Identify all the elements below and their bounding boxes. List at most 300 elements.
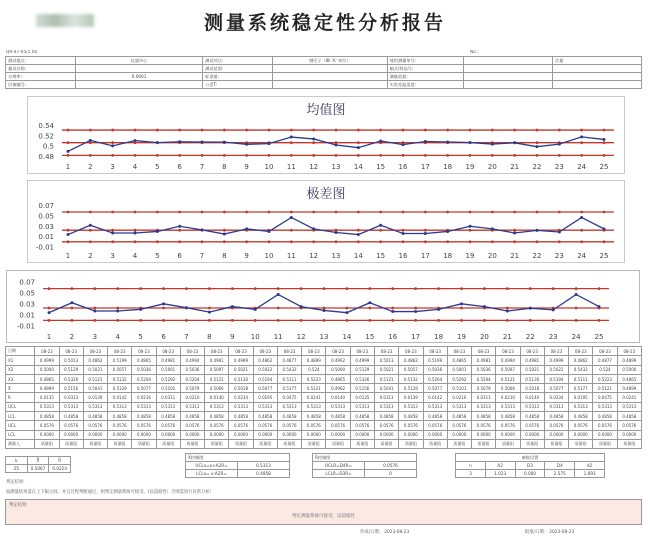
table-cell: 0.0576 [326, 421, 350, 430]
table-cell: 0.5313 [277, 402, 301, 411]
data-point [139, 308, 142, 311]
x-tick-label: 18 [443, 163, 453, 171]
range-lcl-value: 0 [365, 470, 417, 478]
x-tick-label: 2 [69, 333, 75, 341]
info-cell: 测量依据: [387, 73, 463, 81]
table-cell: 0.5036 [472, 365, 496, 374]
table-cell: 0.4858 [229, 412, 253, 421]
upper-control-line-marker [223, 211, 226, 214]
table-cell: 0.5036 [132, 365, 156, 374]
xbar-lcl-value: 0.4858 [238, 470, 290, 478]
lower-control-line-marker [491, 240, 494, 243]
table-cell: 0.4865 [132, 356, 156, 365]
data-point [536, 145, 539, 148]
table-row [6, 421, 642, 430]
info-cell [552, 65, 641, 73]
data-point [424, 232, 427, 235]
lower-control-line-marker [558, 154, 561, 157]
x-tick-label: 23 [554, 252, 564, 260]
xdbar-header: X̿ [27, 457, 49, 465]
center-line-marker [391, 307, 394, 310]
lower-control-line-marker [201, 154, 204, 157]
upper-control-line-marker [162, 287, 165, 290]
x-tick-label: 4 [132, 163, 138, 171]
table-cell: 08-23 [569, 347, 593, 356]
table-cell: 0.4999 [544, 356, 568, 365]
lower-control-line-marker [223, 240, 226, 243]
table-cell: 0.0216 [447, 393, 471, 402]
xbar-chart [27, 96, 625, 174]
x-tick-label: 3 [110, 252, 115, 260]
x-tick-label: 23 [548, 333, 558, 341]
x-tick-label: 1 [46, 333, 52, 341]
table-cell: 质量组 [350, 439, 374, 448]
table-cell: 0.0311 [156, 393, 180, 402]
result-text: 判定测量系统可接受，以超稳性 [292, 514, 355, 519]
table-cell: 0.5313 [496, 402, 520, 411]
data-point [491, 227, 494, 230]
lower-control-line-marker [603, 240, 606, 243]
parameter-header: n [456, 462, 486, 470]
lower-control-line-marker [491, 154, 494, 157]
table-cell: 0.0000 [472, 430, 496, 439]
table-cell: 0.5313 [59, 402, 83, 411]
table-cell: 0.5021 [374, 365, 398, 374]
table-cell: 0.524 [593, 365, 617, 374]
table-cell: 0.4858 [544, 412, 568, 421]
data-point [379, 140, 382, 143]
table-cell: 0.5000 [35, 365, 59, 374]
table-cell: 0.5313 [569, 402, 593, 411]
upper-control-line-marker [231, 287, 234, 290]
xbar-limits-table [185, 453, 290, 478]
data-point [437, 308, 440, 311]
center-line-marker [536, 141, 539, 144]
table-cell: 0.4858 [35, 412, 59, 421]
table-cell: 0.0576 [35, 421, 59, 430]
table-row [6, 374, 642, 383]
upper-control-line-marker [346, 287, 349, 290]
data-point [245, 227, 248, 230]
row-label: UCL [6, 402, 35, 411]
upper-control-line-marker [402, 211, 405, 214]
row-label: X3 [6, 374, 35, 383]
table-cell: 0.0576 [205, 421, 229, 430]
data-point [67, 150, 70, 153]
lower-control-line-marker [139, 319, 142, 322]
parameter-table [455, 453, 605, 478]
table-cell: 0.5313 [302, 402, 326, 411]
data-point [178, 225, 181, 228]
lower-control-line-marker [580, 240, 583, 243]
table-cell: 0.0140 [520, 393, 544, 402]
table-cell: 质量组 [229, 439, 253, 448]
x-tick-label: 5 [155, 252, 160, 260]
table-cell: 0.0576 [132, 421, 156, 430]
data-point [402, 232, 405, 235]
table-cell: 0.5066 [496, 384, 520, 393]
x-tick-label: 1 [65, 163, 71, 171]
data-point [201, 141, 204, 144]
center-line-marker [48, 307, 51, 310]
table-cell: 0.4981 [156, 356, 180, 365]
x-tick-label: 12 [296, 333, 306, 341]
data-point [254, 308, 257, 311]
table-cell: 0.0000 [277, 430, 301, 439]
info-cell: 使用测量单号: [387, 57, 463, 65]
x-tick-label: 20 [479, 333, 489, 341]
table-cell: 0.0576 [544, 421, 568, 430]
table-cell: 0.0576 [180, 421, 204, 430]
x-tick-label: 4 [115, 333, 120, 341]
x-tick-label: 9 [230, 333, 235, 341]
table-cell: 08-23 [374, 347, 398, 356]
table-cell: 0.5313 [205, 402, 229, 411]
info-cell: 制式/样品号: [387, 65, 463, 73]
y-tick-label: 0.03 [38, 222, 54, 231]
table-cell: 0.4858 [180, 412, 204, 421]
x-tick-label: 3 [92, 333, 98, 341]
x-tick-label: 16 [388, 333, 398, 341]
lower-control-line-marker [558, 240, 561, 243]
lower-control-line-marker [402, 154, 405, 157]
table-cell: 0.5000 [617, 365, 641, 374]
upper-control-line-marker [357, 211, 360, 214]
info-cell [75, 65, 202, 73]
x-tick-label: 2 [88, 252, 93, 260]
table-cell: 08-23 [83, 347, 107, 356]
table-cell: 0.5156 [350, 384, 374, 393]
upper-control-line-marker [268, 211, 271, 214]
table-cell: 质量组 [569, 439, 593, 448]
table-cell: 0.5041 [374, 384, 398, 393]
data-point [357, 146, 360, 149]
table-cell: 08-23 [350, 347, 374, 356]
x-tick-label: 25 [599, 252, 609, 260]
center-line-marker [580, 141, 583, 144]
center-line-marker [208, 307, 211, 310]
table-cell: 质量组 [593, 439, 617, 448]
table-cell: 0.5313 [617, 402, 641, 411]
data-point [268, 142, 271, 145]
x-tick-label: 22 [532, 252, 542, 260]
table-cell: 0.4858 [59, 412, 83, 421]
table-cell: 0.5313 [229, 402, 253, 411]
center-line-marker [414, 307, 417, 310]
table-cell: 0.5001 [447, 365, 471, 374]
x-tick-label: 1 [65, 252, 71, 260]
data-point [323, 309, 326, 312]
x-tick-label: 15 [376, 252, 386, 260]
info-cell [552, 73, 641, 81]
table-cell: 0.4858 [569, 412, 593, 421]
x-tick-label: 13 [331, 163, 341, 171]
row-label: R [6, 393, 35, 402]
upper-control-line-marker [178, 129, 181, 132]
x-tick-label: 24 [577, 252, 587, 260]
table-cell: 0.5313 [447, 402, 471, 411]
table-cell: 0.0195 [569, 393, 593, 402]
table-cell: 0.4858 [302, 412, 326, 421]
center-line-marker [111, 141, 114, 144]
upper-control-line-marker [469, 129, 472, 132]
table-cell: 0.4865 [35, 374, 59, 383]
upper-control-line-marker [156, 211, 159, 214]
data-point [506, 310, 509, 313]
data-point [134, 139, 137, 142]
lower-control-line-marker [469, 154, 472, 157]
lower-control-line-marker [67, 154, 70, 157]
table-cell: 0.0000 [59, 430, 83, 439]
table-cell: 0.0576 [253, 421, 277, 430]
table-cell: 08-23 [617, 347, 641, 356]
table-cell: 0.5313 [520, 402, 544, 411]
table-cell: 质量组 [156, 439, 180, 448]
data-point [603, 138, 606, 141]
approver-signature: 批准/日期： 2023-08-23 [525, 530, 575, 535]
table-cell: 0.5130 [229, 374, 253, 383]
range-limits-table [312, 453, 417, 478]
lower-control-line-marker [71, 319, 74, 322]
number-label: No.: [470, 50, 479, 55]
table-cell: 0.5313 [423, 402, 447, 411]
table-cell: 0.5101 [447, 384, 471, 393]
table-cell: 0.0000 [423, 430, 447, 439]
table-cell: 0.5313 [132, 402, 156, 411]
upper-control-line-marker [312, 211, 315, 214]
upper-control-line-marker [277, 287, 280, 290]
table-cell: 0.5313 [374, 402, 398, 411]
table-cell: 0.4899 [617, 356, 641, 365]
x-tick-label: 7 [199, 252, 205, 260]
data-point [93, 310, 96, 313]
upper-control-line-marker [368, 287, 371, 290]
table-cell: 0.5194 [253, 374, 277, 383]
lower-control-line-marker [598, 319, 601, 322]
data-point [575, 293, 578, 296]
table-cell: 0.4858 [326, 412, 350, 421]
data-point [513, 141, 516, 144]
data-point [67, 233, 70, 236]
table-cell: 0.5156 [59, 384, 83, 393]
upper-control-line-marker [437, 287, 440, 290]
table-cell: 0.4858 [108, 412, 132, 421]
table-cell: 0.0000 [83, 430, 107, 439]
upper-control-line-marker [558, 211, 561, 214]
upper-control-line-marker [603, 211, 606, 214]
center-line-marker [603, 141, 606, 144]
table-cell: 0.4899 [302, 356, 326, 365]
table-cell: 质量组 [520, 439, 544, 448]
table-cell: 0.4858 [277, 412, 301, 421]
table-cell: 0.0576 [374, 421, 398, 430]
table-cell: 0.4865 [447, 356, 471, 365]
table-cell: 0.0576 [277, 421, 301, 430]
range-lcl-label: LCLR=D3R= [313, 470, 365, 478]
upper-control-line-marker [414, 287, 417, 290]
upper-control-line-marker [139, 287, 142, 290]
table-cell: 0.0000 [447, 430, 471, 439]
upper-control-line-marker [111, 129, 114, 132]
data-point [368, 301, 371, 304]
table-cell: 0.0000 [374, 430, 398, 439]
lower-control-line-marker [156, 154, 159, 157]
info-cell [463, 73, 552, 81]
info-cell: 量具名称: [6, 65, 76, 73]
lower-control-line-marker [513, 240, 516, 243]
upper-control-line-marker [575, 287, 578, 290]
info-cell [75, 81, 202, 89]
info-row [6, 65, 642, 73]
lower-control-line-marker [506, 319, 509, 322]
data-point [558, 230, 561, 233]
table-cell: 0.4862 [569, 356, 593, 365]
table-row [6, 439, 642, 448]
lower-control-line-marker [368, 319, 371, 322]
lower-control-line-marker [424, 240, 427, 243]
center-line-marker [379, 229, 382, 232]
table-cell: 0.5022 [253, 365, 277, 374]
lower-control-line-marker [134, 154, 137, 157]
info-cell: 实验室温湿度: [387, 81, 463, 89]
data-point [70, 301, 73, 304]
upper-control-line-marker [446, 211, 449, 214]
table-cell: 0.0000 [569, 430, 593, 439]
table-cell: 0.4858 [593, 412, 617, 421]
xbar-chart-title: 均值图 [306, 103, 346, 118]
x-tick-label: 18 [434, 333, 444, 341]
table-cell: 0.5223 [593, 374, 617, 383]
table-cell: 0.5223 [302, 374, 326, 383]
info-cell [463, 81, 552, 89]
table-cell: 0.5121 [302, 384, 326, 393]
data-point [111, 232, 114, 235]
data-point [245, 143, 248, 146]
table-cell: 08-23 [253, 347, 277, 356]
x-tick-label: 9 [244, 163, 249, 171]
table-cell: 0.0000 [593, 430, 617, 439]
data-point [185, 306, 188, 309]
lower-control-line-marker [379, 154, 382, 157]
parameter-value: 2.575 [545, 470, 575, 478]
upper-control-line-marker [254, 287, 257, 290]
y-tick-label: 0.07 [19, 278, 35, 287]
center-line-marker [116, 307, 119, 310]
table-cell: 0.0195 [253, 393, 277, 402]
table-cell: 0.4999 [350, 356, 374, 365]
table-cell: 0.5021 [83, 365, 107, 374]
upper-control-line-marker [323, 287, 326, 290]
table-cell: 0.0576 [496, 421, 520, 430]
table-cell: 0.5292 [447, 374, 471, 383]
center-line-marker [513, 229, 516, 232]
lower-control-line-marker [357, 240, 360, 243]
table-cell: 0.5313 [399, 402, 423, 411]
upper-control-line-marker [67, 129, 70, 132]
upper-control-line-marker [335, 129, 338, 132]
table-cell: 0.5313 [253, 402, 277, 411]
table-cell: 0.5313 [472, 402, 496, 411]
rbar-header: R̄ [49, 457, 71, 465]
lower-control-line-marker [254, 319, 257, 322]
upper-control-line-marker [529, 287, 532, 290]
table-cell: 0.4865 [617, 374, 641, 383]
upper-control-line-marker [491, 129, 494, 132]
table-cell: 质量组 [108, 439, 132, 448]
x-tick-label: 9 [244, 252, 249, 260]
lower-control-line-marker [312, 240, 315, 243]
table-cell: 0.4858 [253, 412, 277, 421]
table-cell: 08-23 [59, 347, 83, 356]
table-cell: 质量组 [374, 439, 398, 448]
x-tick-label: 19 [457, 333, 466, 341]
upper-control-line-marker [536, 129, 539, 132]
table-cell: 0.0576 [399, 421, 423, 430]
range-chart-duplicate-svg [7, 271, 639, 342]
data-point [391, 310, 394, 313]
table-cell: 0.5097 [205, 365, 229, 374]
center-line-marker [71, 307, 74, 310]
table-cell: 0.4999 [35, 356, 59, 365]
result-label: 判定结果: [9, 503, 28, 508]
k-table [5, 456, 71, 473]
row-label: X1 [6, 356, 35, 365]
table-cell: 0.4877 [277, 356, 301, 365]
table-cell: 0.5077 [253, 384, 277, 393]
table-cell: 0.5199 [423, 356, 447, 365]
upper-control-line-marker [483, 287, 486, 290]
table-cell: 0.5036 [180, 365, 204, 374]
table-cell: 0.5111 [569, 374, 593, 383]
x-tick-label: 22 [532, 163, 542, 171]
table-cell: 0.0000 [617, 430, 641, 439]
data-point [290, 136, 293, 139]
center-line-marker [290, 141, 293, 144]
upper-control-line-marker [208, 287, 211, 290]
table-cell: 0.4981 [472, 356, 496, 365]
x-tick-label: 24 [571, 333, 581, 341]
table-cell: 0.0576 [447, 421, 471, 430]
table-cell: 08-23 [447, 347, 471, 356]
info-cell [463, 57, 552, 65]
range-chart-title: 极差图 [306, 187, 346, 202]
upper-control-line-marker [93, 287, 96, 290]
info-row [6, 73, 642, 81]
lower-control-line-marker [201, 240, 204, 243]
info-table [5, 56, 642, 89]
x-tick-label: 14 [353, 163, 363, 171]
x-tick-label: 23 [554, 163, 564, 171]
table-cell: 0.5432 [277, 365, 301, 374]
data-point [48, 311, 51, 314]
data-point [536, 229, 539, 232]
info-row [6, 81, 642, 89]
table-cell: 0.0000 [35, 430, 59, 439]
table-cell: 0.5204 [423, 374, 447, 383]
table-cell: 0.0576 [156, 421, 180, 430]
table-row [6, 356, 642, 365]
data-point [446, 141, 449, 144]
data-point [446, 230, 449, 233]
table-cell: 0.0000 [132, 430, 156, 439]
table-row [6, 384, 642, 393]
parameter-header: A2 [485, 462, 515, 470]
upper-control-line-marker [460, 287, 463, 290]
data-point [469, 141, 472, 144]
table-cell: 0.5199 [108, 356, 132, 365]
xbar-limits-title: X̄控制图 [186, 454, 290, 462]
table-cell: 0.4858 [447, 412, 471, 421]
